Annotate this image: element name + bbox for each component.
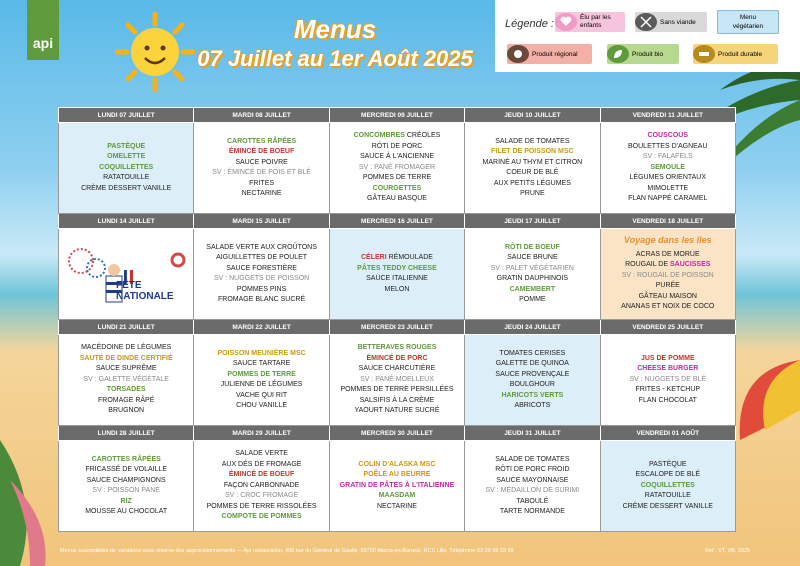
day-header: JEUDI 17 JUILLET: [465, 213, 600, 228]
menu-item: PURÉE: [655, 282, 680, 290]
legend-produit-bio: [607, 44, 679, 64]
no-meat-icon: [635, 13, 657, 31]
menu-item: SV : GALETTE VÉGÉTALE: [83, 375, 169, 383]
menu-item: SV : FALAFELS: [642, 153, 693, 161]
menu-item: COURGETTES: [372, 184, 422, 192]
page-title-block: [190, 14, 480, 74]
heart-icon: [555, 13, 577, 31]
regional-product-icon: [507, 45, 529, 63]
menu-item: SALSIFIS À LA CRÈME: [359, 396, 435, 404]
menu-item: ESCALOPE DE BLÉ: [635, 471, 701, 479]
day-menu-cell: [59, 123, 194, 214]
week-menu-row: [59, 441, 736, 532]
week-menu-row: [59, 335, 736, 426]
menu-item: GÂTEAU BASQUE: [367, 195, 427, 203]
day-menu-cell: [59, 335, 194, 426]
palm-leaves-decoration-left: [0, 440, 60, 566]
day-header: LUNDI 21 JUILLET: [59, 319, 194, 334]
day-menu-cell: [465, 229, 600, 320]
menu-item: BOULGHOUR: [509, 381, 555, 389]
menu-item: SV : PALET VÉGÉTARIEN: [490, 264, 574, 272]
menu-item: POMMES DE TERRE RISSOLÉES: [206, 502, 317, 510]
day-header: LUNDI 14 JUILLET: [59, 213, 194, 228]
menu-item: SV : PANÉ FROMAGER: [358, 163, 436, 171]
day-menu-cell: [465, 123, 600, 214]
date-range: 07 Juillet au 1er Août 2025: [197, 46, 473, 71]
legend-title: Légende :: [505, 18, 554, 30]
day-header: MERCREDI 16 JUILLET: [329, 213, 464, 228]
day-header: JEUDI 24 JUILLET: [465, 319, 600, 334]
day-header: LUNDI 07 JUILLET: [59, 108, 194, 123]
legend-label: Menu végétarien: [732, 14, 764, 30]
menu-item: SV : MÉDAILLON DE SURIMI: [485, 487, 580, 495]
organic-leaf-icon: [607, 45, 629, 63]
day-header: VENDREDI 11 JUILLET: [600, 108, 735, 123]
menu-item: VACHE QUI RIT: [235, 391, 288, 399]
menu-item: SALADE VERTE: [235, 450, 288, 458]
menu-item: CHOU VANILLE: [236, 402, 287, 410]
menu-item: LÉGUMES ORIENTAUX: [629, 174, 707, 182]
legend-panel: [495, 0, 800, 72]
day-menu-cell: [329, 123, 464, 214]
menu-item: SALADE VERTE AUX CROÛTONS: [206, 243, 317, 251]
menu-item: SAUCE ITALIENNE: [366, 275, 428, 283]
legend-label: Sans viande: [660, 18, 696, 26]
menu-item: CÉLERI RÉMOULADE: [360, 254, 433, 262]
menu-item: SV : NUGGETS DE BLÉ: [629, 375, 707, 383]
menu-item: SV : PANÉ MOELLEUX: [360, 375, 434, 383]
menu-item: SV : ROUGAIL DE POISSON: [621, 271, 714, 279]
menu-item: BETTERAVES ROUGES: [357, 344, 437, 352]
menu-item: YAOURT NATURE SUCRÉ: [354, 407, 440, 415]
week-menu-row: [59, 229, 736, 320]
menu-grid: [58, 107, 736, 532]
menu-item: SV : CROC FROMAGE: [225, 492, 299, 500]
menu-item: SEMOULE: [650, 163, 686, 171]
menu-item: RATATOUILLE: [644, 492, 691, 500]
menu-item: POMMES DE TERRE: [362, 174, 432, 182]
menu-item: COLIN D'ALASKA MSC: [358, 460, 436, 468]
menu-item: POMMES PINS: [236, 285, 287, 293]
menu-item: CHEESE BURGER: [637, 365, 699, 373]
day-header: MERCREDI 09 JUILLET: [329, 108, 464, 123]
menu-item: SAUCE FORESTIÈRE: [226, 264, 297, 272]
menu-item: RATATOUILLE: [103, 174, 150, 182]
menu-item: RÔTI DE BOEUF: [504, 243, 560, 251]
menu-item: MOUSSE AU CHOCOLAT: [85, 508, 168, 516]
day-header: VENDREDI 18 JUILLET: [600, 213, 735, 228]
day-menu-cell: [329, 335, 464, 426]
menu-item: AIGUILLETTES DE POULET: [216, 254, 308, 262]
day-header: VENDREDI 01 AOÛT: [600, 425, 735, 440]
menu-item: SAUTÉ DE DINDE CERTIFIÉ: [79, 354, 173, 362]
day-menu-cell: [194, 335, 329, 426]
menu-item: SV : NUGGETS DE POISSON: [213, 275, 310, 283]
menu-item: ÉMINCÉ DE BOEUF: [228, 471, 295, 479]
day-header: MARDI 15 JUILLET: [194, 213, 329, 228]
beach-umbrella-decoration: [735, 350, 800, 460]
menu-item: SV : POISSON PANÉ: [92, 487, 160, 495]
menu-item: HARICOTS VERTS: [501, 391, 564, 399]
legend-label: Produit durable: [718, 50, 763, 58]
menu-item: FAÇON CARBONNADE: [223, 481, 300, 489]
menu-item: POMMES DE TERRE: [227, 370, 296, 378]
menu-item: COUSCOUS: [647, 132, 688, 140]
menu-item: GRATIN DE PÂTES À L'ITALIENNE: [339, 481, 455, 489]
day-header: JEUDI 31 JUILLET: [465, 425, 600, 440]
menu-item: PASTÈQUE: [107, 142, 146, 150]
week-header-row: [59, 213, 736, 228]
week-header-row: [59, 319, 736, 334]
menu-item: SV : ÉMINCÉ DE POIS ET BLÉ: [212, 169, 311, 177]
day-menu-cell: [600, 441, 735, 532]
menu-item: MARINÉ AU THYM ET CITRON: [482, 158, 583, 166]
menu-item: MACÉDOINE DE LÉGUMES: [81, 344, 172, 352]
menu-item: FRITES: [249, 179, 275, 187]
day-menu-cell: [465, 441, 600, 532]
menu-item: FRICASSÉ DE VOLAILLE: [85, 466, 168, 474]
menu-item: AUX PETITS LÉGUMES: [493, 179, 571, 187]
legend-label: Élu par les enfants: [580, 14, 611, 29]
menu-item: POÊLÉ AU BEURRE: [363, 471, 431, 479]
menu-item: FLAN NAPPÉ CARAMEL: [628, 195, 708, 203]
menu-item: JUS DE POMME: [640, 354, 695, 362]
menu-item: SAUCE TARTARE: [232, 360, 291, 368]
day-header: LUNDI 28 JUILLET: [59, 425, 194, 440]
menu-item: TABOULÉ: [516, 497, 549, 505]
menu-item: MAASDAM: [378, 492, 416, 500]
menu-item: OMELETTE: [107, 153, 146, 161]
menu-item: SALADE DE TOMATES: [495, 455, 570, 463]
menu-item: GÂTEAU MAISON: [638, 292, 697, 300]
footer-note: Menus susceptibles de variations sous réserve des approvisionnements — Api restauration, 400 rue du Général de Gaulle, 59700 Marcq-en-Barœul, RCS Lille, Téléphone 03 20 99 23 99: [60, 548, 514, 554]
menu-item: TORSADES: [106, 386, 146, 394]
menu-item: POISSON MEUNIÈRE MSC: [217, 349, 306, 357]
menu-item: FROMAGE BLANC SUCRÉ: [218, 296, 306, 304]
day-menu-cell: [329, 229, 464, 320]
menu-item: BOULETTES D'AGNEAU: [628, 142, 708, 150]
legend-label: Produit régional: [532, 50, 578, 58]
menu-item: SAUCE PROVENÇALE: [495, 370, 570, 378]
legend-menu-vegetarien: [717, 10, 779, 34]
menu-item: PASTÈQUE: [648, 460, 687, 468]
legend-elu-par-les-enfants: [555, 12, 625, 32]
legend-label: Produit bio: [632, 50, 664, 58]
day-header: MERCREDI 23 JUILLET: [329, 319, 464, 334]
menu-item: RIZ: [120, 497, 132, 505]
day-menu-cell: [465, 335, 600, 426]
week-header-row: [59, 425, 736, 440]
day-header: MARDI 08 JUILLET: [194, 108, 329, 123]
day-menu-cell: [194, 441, 329, 532]
menu-item: SAUCE CHAMPIGNONS: [86, 476, 166, 484]
week-header-row: [59, 108, 736, 123]
menu-item: CRÈME DESSERT VANILLE: [81, 184, 172, 192]
menu-item: COMPOTE DE POMMES: [221, 513, 302, 521]
menu-item: CONCOMBRES CRÉOLES: [353, 132, 441, 140]
menu-item: POMME: [519, 296, 546, 304]
menu-item: SAUCE MAYONNAISE: [496, 476, 569, 484]
menu-item: MIMOLETTE: [647, 184, 689, 192]
theme-title: Voyage dans les îles: [623, 235, 712, 246]
sustainable-product-icon: [693, 45, 715, 63]
menu-item: FLAN CHOCOLAT: [638, 396, 697, 404]
menu-item: NECTARINE: [377, 502, 417, 510]
menu-item: RÔTI DE PORC: [371, 142, 423, 150]
fete-nationale-label: FÊTE NATIONALE: [116, 280, 174, 303]
menu-item: ACRAS DE MORUE: [635, 250, 700, 258]
menu-item: JULIENNE DE LÉGUMES: [220, 381, 303, 389]
menu-item: NECTARINE: [241, 190, 282, 198]
menu-item: CAROTTES RÂPÉES: [226, 137, 297, 145]
menu-item: SALADE DE TOMATES: [495, 137, 570, 145]
sun-icon: [115, 12, 195, 92]
day-menu-cell: [59, 441, 194, 532]
menu-item: PRUNE: [520, 190, 545, 198]
menu-item: GALETTE DE QUINOA: [495, 360, 569, 368]
menu-item: TARTE NORMANDE: [499, 508, 565, 516]
menu-item: ÉMINCÉ DE PORC: [366, 354, 428, 362]
day-menu-cell: [329, 441, 464, 532]
day-menu-cell: [59, 229, 194, 320]
day-menu-cell: [600, 335, 735, 426]
day-menu-cell: [194, 123, 329, 214]
menu-table: [58, 107, 736, 532]
week-menu-row: [59, 123, 736, 214]
menu-item: GRATIN DAUPHINOIS: [496, 275, 569, 283]
menu-item: COQUILLETTES: [99, 163, 154, 171]
menu-item: SAUCE SUPRÊME: [95, 365, 157, 373]
menu-item: COEUR DE BLÉ: [506, 169, 559, 177]
menu-item: CRÈME DESSERT VANILLE: [622, 502, 713, 510]
day-menu-cell: [194, 229, 329, 320]
menu-item: SAUCE POIVRE: [235, 158, 288, 166]
api-logo: api: [27, 0, 59, 60]
menu-item: CAROTTES RÂPÉES: [91, 455, 161, 463]
menu-item: MELON: [384, 285, 410, 293]
menu-item: SAUCE BRUNE: [507, 254, 558, 262]
day-header: VENDREDI 25 JUILLET: [600, 319, 735, 334]
menu-item: BRUGNON: [108, 407, 145, 415]
footer-version: Ref : VT, VB, 2025: [705, 548, 751, 554]
menu-item: POMMES DE TERRE PERSILLÉES: [340, 386, 454, 394]
menu-item: FROMAGE RÂPÉ: [97, 396, 155, 404]
legend-sans-viande: [635, 12, 707, 32]
menu-item: FRITES - KETCHUP: [635, 386, 701, 394]
page-title: Menus: [293, 14, 377, 44]
legend-produit-regional: [507, 44, 592, 64]
day-menu-cell: [600, 123, 735, 214]
menu-item: FILET DE POISSON MSC: [491, 148, 574, 156]
menu-item: PÂTES TEDDY CHEESE: [357, 264, 437, 272]
day-header: MARDI 22 JUILLET: [194, 319, 329, 334]
day-header: MERCREDI 30 JUILLET: [329, 425, 464, 440]
menu-item: COQUILLETTES: [640, 481, 695, 489]
menu-item: ROUGAIL DE SAUCISSES: [625, 261, 711, 269]
menu-item: RÔTI DE PORC FROID: [495, 466, 570, 474]
day-header: MARDI 29 JUILLET: [194, 425, 329, 440]
menu-item: SAUCE À L'ANCIENNE: [359, 153, 435, 161]
menu-item: AUX DÉS DE FROMAGE: [221, 460, 302, 468]
day-header: JEUDI 10 JUILLET: [465, 108, 600, 123]
menu-item: ANANAS ET NOIX DE COCO: [621, 303, 715, 311]
menu-item: TOMATES CERISES: [499, 349, 566, 357]
day-menu-cell: [600, 229, 735, 320]
menu-item: CAMEMBERT: [509, 285, 556, 293]
menu-item: ABRICOTS: [514, 402, 551, 410]
legend-produit-durable: [693, 44, 778, 64]
menu-item: SAUCE CHARCUTIÈRE: [358, 365, 436, 373]
menu-item: ÉMINCÉ DE BOEUF: [228, 148, 295, 156]
